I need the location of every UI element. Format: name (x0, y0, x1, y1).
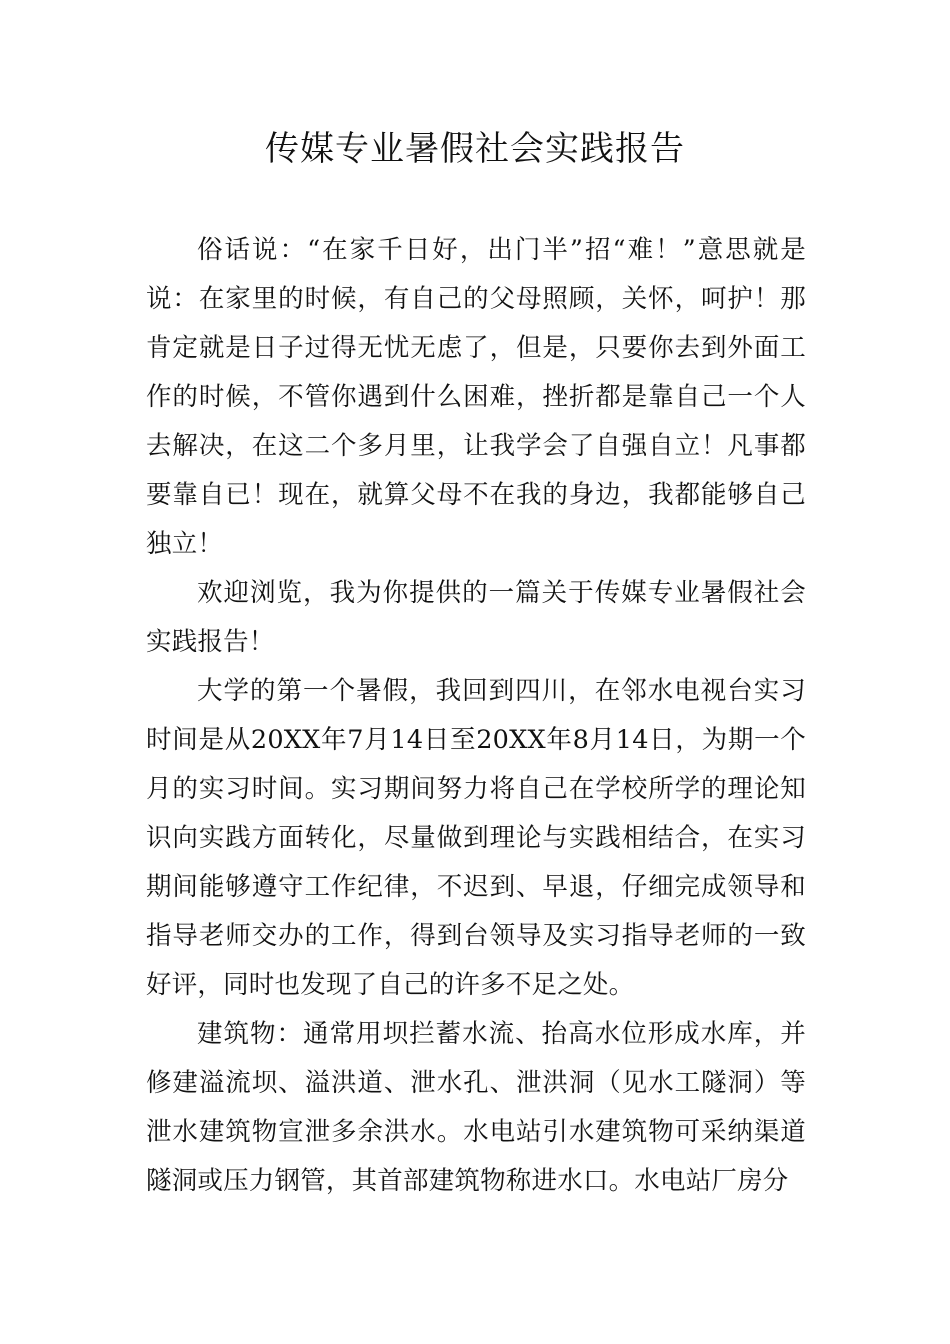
paragraph-welcome: 欢迎浏览，我为你提供的一篇关于传媒专业暑假社会实践报告！ (146, 578, 806, 657)
document-body (146, 226, 806, 1206)
paragraph-proverb: 俗话说：“在家千日好，出门半”招“难！”意思就是说：在家里的时候，有自己的父母照顾，关怀，呵护！那肯定就是日子过得无忧无虑了，但是，只要你去到外面工作的时候，不管你遇到什么困难，挫折都是靠自己一个人去解决，在这二个多月里，让我学会了自强自立！凡事都要靠自已！现在，就算父母不在我的身边，我都能够自己独立！ (146, 235, 806, 559)
paragraph-internship: 大学的第一个暑假，我回到四川，在邻水电视台实习时间是从20XX年7月14日至20XX年8月14日，为期一个月的实习时间。实习期间努力将自己在学校所学的理论知识向实践方面转化，尽量做到理论与实践相结合，在实习期间能够遵守工作纪律，不迟到、早退，仔细完成领导和指导老师交办的工作，得到台领导及实习指导老师的一致好评，同时也发现了自己的许多不足之处。 (146, 676, 806, 1000)
document-title: 传媒专业暑假社会实践报告 (265, 129, 685, 169)
paragraph-buildings: 建筑物：通常用坝拦蓄水流、抬高水位形成水库，并修建溢流坝、溢洪道、泄水孔、泄洪洞（见水工隧洞）等泄水建筑物宣泄多余洪水。水电站引水建筑物可采纳渠道隧洞或压力钢管，其首部建筑物称进水口。水电站厂房分 (146, 1019, 806, 1196)
